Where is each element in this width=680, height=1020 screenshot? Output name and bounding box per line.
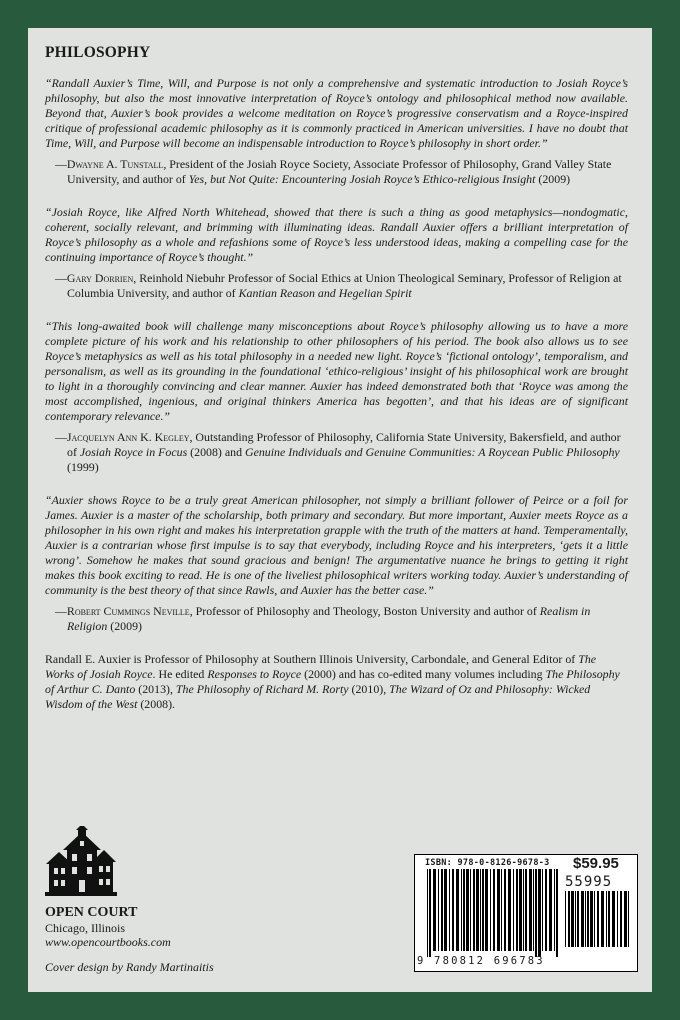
barcode-bar [516,869,518,951]
barcode-bar [485,869,488,951]
barcode-bar [612,891,615,947]
barcode-bar [452,869,454,951]
barcode-bar [441,869,443,951]
blurb-attribution: —Dwayne A. Tunstall, President of the Josiah Royce Society, Associate Professor of Philosophy, Grand Valley State University, and author of Yes, but Not Quite: Encountering Josiah Royce’s Ethico-religious Insight (2009) [55,157,612,186]
barcode-bar [594,891,595,947]
barcode-bar [549,869,552,951]
barcode-bar [628,891,629,947]
blurb-2 [45,205,628,301]
ean-barcode [427,869,561,957]
barcode-bar [585,891,586,947]
barcode-bar [429,869,431,957]
barcode-bar [519,869,522,951]
blurb-4 [45,493,628,634]
barcode-bar [601,891,604,947]
back-cover-panel [28,28,652,992]
blurb-quote: “Randall Auxier’s Time, Will, and Purpose is not only a comprehensive and systematic introduction to Josiah Royce’s philosophy, but also the most innovative interpretation of Royce’s ontology and philosophical method now available. Beyond that, Auxier’s book provides a welcome meditation on Royce’s progressive conservatism and a Royce-inspired critique of professional academic philosophy as it is commonly practiced in American universities. I have no doubt that Time, Will, and Purpose will become an indispensable introduction to Royce’s philosophy in short order.” [45,76,628,150]
blurb-author: Robert Cummings Neville [66,604,190,618]
barcode-bar [568,891,570,947]
blurb-work: Yes, but Not Quite: Encountering Josiah Royce’s Ethico-religious Insight [188,172,536,186]
blurb-1 [45,76,628,187]
publisher-block [45,826,245,975]
barcode-bar [490,869,491,951]
blurb-3 [45,319,628,475]
barcode-bar [554,869,555,951]
barcode-bar [597,891,599,947]
blurb-quote: “Josiah Royce, like Alfred North Whitehead, showed that there is such a thing as good metaphysics—nondogmatic, coherent, socially relevant, and brimming with illuminating ideas. Randall Auxier offers a brilliant interpretation of Royce’s philosophy as a whole and refashions some of Royce’s less understood ideas, making a compelling case for the continuing importance of Royce’s thought.” [45,205,628,264]
barcode-bar [463,869,465,951]
barcode-bar [466,869,469,951]
barcode-bar [456,869,459,951]
barcode-bar [529,869,532,951]
barcode-bar [513,869,514,951]
blurb-author: Dwayne A. Tunstall [66,157,164,171]
barcode-bar [493,869,495,951]
barcode-box [414,854,638,972]
barcode-bar [523,869,524,951]
barcode-bar [461,869,462,951]
house-logo-icon [45,826,117,898]
blurb-work: Realism in Religion [67,604,591,633]
price-code: 55995 [565,874,613,890]
barcode-bar [504,869,506,951]
barcode-bar [533,869,534,951]
barcode-bar [577,891,579,947]
barcode-bar [556,869,558,957]
price-barcode [565,891,631,953]
author-bio: Randall E. Auxier is Professor of Philosophy at Southern Illinois University, Carbondale, and General Editor of The Works of Josiah Royce. He edited Responses to Royce (2000) and has co-edited many volumes including The Philosophy of Arthur C. Danto (2013), The Philosophy of Richard M. Rorty (2010), The Wizard of Oz and Philosophy: Wicked Wisdom of the West (2008). [45,652,620,711]
barcode-bar [525,869,527,951]
barcode-bar [571,891,574,947]
blurb-work-2: Genuine Individuals and Genuine Communities: A Roycean Public Philosophy [245,445,620,459]
barcode-bar [449,869,450,951]
barcode-bar [545,869,547,951]
category-heading: PHILOSOPHY [45,44,151,61]
blurb-author: Jacquelyn Ann K. Kegley [66,430,190,444]
blurb-author: Gary Dorrien [66,271,134,285]
barcode-bar [476,869,479,951]
blurb-quote: “This long-awaited book will challenge many misconceptions about Royce’s philosophy allowing us to have a more complete picture of his work and his relationship to other philosophers of his period. The book also allows us to see Royce’s metaphysics as well as his total philosophy in a needed new light. Royce’s ‘fictional ontology’, temporalism, and personalism, as well as its grounding in the foundational ‘ethico-religious’ insight of his philosophical work are brought to light in a thoroughly convincing and clear manner. Auxier has indeed demonstrated both that ‘Royce was among the most accomplished, ingenious, and original thinkers America has begotten’, and that his ideas are of significant contemporary relevance.” [45,319,628,423]
barcode-bar [620,891,622,947]
barcode-bar [438,869,439,951]
barcode-bar [473,869,475,951]
barcode-bar [482,869,484,951]
barcode-bar [427,869,428,957]
barcode-bar [581,891,584,947]
barcode-bar [608,891,610,947]
barcode-bar [606,891,607,947]
blurb-attribution: —Jacquelyn Ann K. Kegley, Outstanding Professor of Philosophy, California State University, Bakersfield, and author of Josiah Royce in Focus (2008) and Genuine Individuals and Genuine Communities: A Roycean Public Philosophy (1999) [55,430,621,474]
blurb-attribution: —Gary Dorrien, Reinhold Niebuhr Professor of Social Ethics at Union Theological Seminary, Professor of Religion at Columbia University, and author of Kantian Reason and Hegelian Spirit [55,271,622,300]
blurb-attribution: —Robert Cummings Neville, Professor of Philosophy and Theology, Boston University and author of Realism in Religion (2009) [55,604,591,633]
barcode-bar [535,869,537,957]
barcode-bar [575,891,576,947]
barcode-bar [565,891,566,947]
barcode-bar [624,891,627,947]
barcode-bar [617,891,618,947]
publisher-name: OPEN COURT [45,905,138,920]
barcode-bar [497,869,500,951]
barcode-bar [444,869,447,951]
barcode-bar [587,891,589,947]
barcode-bar [508,869,511,951]
blurb-work: Josiah Royce in Focus [79,445,188,459]
barcode-bar [433,869,436,951]
barcode-bar [470,869,471,951]
barcode-bar [538,869,541,957]
blurb-work: Kantian Reason and Hegelian Spirit [238,286,412,300]
publisher-city: Chicago, Illinois [45,921,125,935]
barcode-bar [542,869,543,951]
blurb-quote: “Auxier shows Royce to be a truly great American philosopher, not simply a brilliant follower of Peirce or a foil for James. Auxier is a master of the scholarship, both primary and secondary. But more important, Auxier meets Royce as a philosopher in his own right and makes his interpretation grapple with the truth of the matters at hand. Temperamentally, Auxier is a contrarian whose first impulse is to say that everybody, including Royce and his interpreters, ‘gets it a little wrong’. Somehow he makes that sound gracious and benign! The argumentative nuance he brings to getting it right makes this book exciting to read. He is one of the liveliest philosophical writers working today. Auxier’s understanding of community is the best theory of that since Rawls, and Auxier has the better case.” [45,493,628,597]
ean-digits: 9 780812 696783 [417,955,545,967]
cover-credit: Cover design by Randy Martinaitis [45,960,214,974]
barcode-bar [480,869,481,951]
barcode-bar [501,869,502,951]
publisher-url: www.opencourtbooks.com [45,935,171,949]
price: $59.95 [573,855,619,872]
isbn-label: ISBN: 978-0-8126-9678-3 [425,858,550,868]
barcode-bar [590,891,593,947]
